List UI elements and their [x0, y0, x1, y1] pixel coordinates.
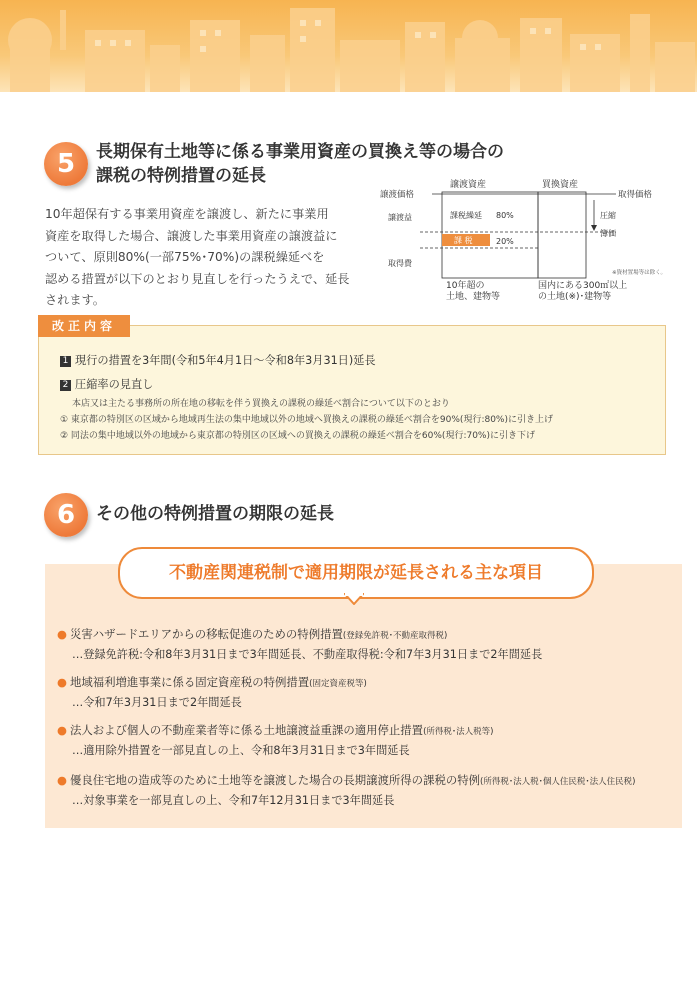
- description-line: 資産を取得した場合、譲渡した事業用資産の譲渡益に: [45, 228, 338, 243]
- extension-item-head: 優良住宅地の造成等のために土地等を譲渡した場合の長期譲渡所得の課税の特例: [69, 773, 481, 787]
- extension-item: ● 地域福利増進事業に係る固定資産税の特例措置(固定資産税等): [57, 675, 367, 689]
- extension-item-tag: (登録免許税･不動産取得税): [342, 631, 448, 641]
- section-5-badge: 5: [44, 142, 88, 186]
- description-line: されます。: [45, 293, 105, 307]
- extension-items-heading-text: 不動産関連税制で適用期限が延長される主な項目: [169, 563, 543, 583]
- speech-pointer-icon: [344, 593, 364, 605]
- revision-item-2: [60, 376, 153, 392]
- acquire-price-label: 取得価格: [618, 190, 653, 200]
- revision-item-1-text: 現行の措置を3年間(令和5年4月1日～令和8年3月31日)延長: [75, 354, 376, 367]
- section-6-title: その他の特例措置の期限の延長: [96, 504, 334, 524]
- extension-item-head: 法人および個人の不動産業者等に係る土地譲渡益重課の適用停止措置: [69, 723, 424, 737]
- extension-item-head: 災害ハザードエリアからの移転促進のための特例措置: [69, 627, 343, 641]
- transfer-price-label: 譲渡価格: [380, 190, 415, 200]
- taxed-label: 課 税: [454, 236, 473, 245]
- gain-label: 譲渡益: [388, 213, 412, 222]
- header-banner: [0, 0, 697, 92]
- deferral-label: 課税繰延: [450, 211, 482, 220]
- revision-item-2-lead: 本店又は主たる事務所の所在地の移転を伴う買換えの課税の繰延べ割合について以下のとおり: [72, 399, 450, 409]
- extension-item-detail: …適用除外措置を一部見直しの上、令和8年3月31日まで3年間延長: [72, 744, 410, 757]
- revision-item-2-a: ① 東京都の特別区の区域から地域再生法の集中地域以外の地域へ買換えの課税の繰延べ割合を90%(現行:80%)に引き上げ: [60, 415, 553, 425]
- foot-left-2: 土地、建物等: [446, 292, 501, 302]
- description-line: 認める措置が以下のとおり見直しを行ったうえで、延長: [45, 271, 350, 286]
- revision-item-2-b: ② 同法の集中地域以外の地域から東京都の特別区の区域への買換えの課税の繰延べ割合を60%(現行:70%)に引き下げ: [60, 431, 535, 441]
- replace-asset-box: [538, 192, 586, 278]
- diagram-note: ※資材置場等は除く。: [612, 270, 666, 276]
- book-value-label: 簿価: [600, 229, 616, 238]
- extension-item: ● 優良住宅地の造成等のために土地等を譲渡した場合の長期譲渡所得の課税の特例(所得税･法人税･個人住民税･法人住民税): [57, 773, 636, 787]
- extension-item-detail: …対象事業を一部見直しの上、令和7年12月31日まで3年間延長: [72, 794, 395, 807]
- cost-label: 取得費: [388, 259, 412, 268]
- pct-20-label: 20%: [496, 237, 514, 246]
- pct-80-label: 80%: [496, 211, 514, 220]
- extension-item-head: 地域福利増進事業に係る固定資産税の特例措置: [69, 675, 310, 689]
- extension-items-heading: [118, 547, 594, 599]
- replacement-diagram: [380, 178, 680, 303]
- extension-item: ● 災害ハザードエリアからの移転促進のための特例措置(登録免許税･不動産取得税): [57, 627, 448, 641]
- foot-left-1: 10年超の: [446, 281, 485, 291]
- section-5-title-line1: 長期保有土地等に係る事業用資産の買換え等の場合の: [96, 142, 504, 162]
- extension-item-tag: (固定資産税等): [309, 679, 367, 689]
- revision-item-1: [60, 352, 376, 368]
- col-transfer-label: 譲渡資産: [450, 180, 487, 190]
- section-5-title-line2: 課税の特例措置の延長: [96, 166, 266, 186]
- foot-right-2: の土地(※)･建物等: [538, 292, 612, 302]
- compress-label: 圧縮: [600, 211, 616, 220]
- extension-item-detail: …登録免許税:令和8年3月31日まで3年間延長、不動産取得税:令和7年3月31日まで2年間延長: [72, 648, 543, 661]
- extension-item-tag: (所得税･法人税等): [423, 727, 494, 737]
- section-5-description: [45, 204, 355, 312]
- city-skyline-illustration: [0, 0, 697, 92]
- col-replace-label: 買換資産: [542, 180, 579, 190]
- foot-right-1: 国内にある300㎡以上: [538, 281, 628, 291]
- revision-content-tab: 改正内容: [38, 315, 130, 337]
- revision-item-2-text: 圧縮率の見直し: [75, 378, 154, 391]
- section-6-badge: 6: [44, 493, 88, 537]
- extension-item: ● 法人および個人の不動産業者等に係る土地譲渡益重課の適用停止措置(所得税･法人税等): [57, 723, 494, 737]
- description-line: 10年超保有する事業用資産を譲渡し、新たに事業用: [45, 207, 329, 221]
- item-number-box: 1: [60, 356, 71, 367]
- description-line: ついて、原則80%(一部75%･70%)の課税繰延べを: [45, 250, 325, 264]
- item-number-box: 2: [60, 380, 71, 391]
- extension-item-detail: …令和7年3月31日まで2年間延長: [72, 696, 242, 709]
- extension-item-tag: (所得税･法人税･個人住民税･法人住民税): [480, 777, 636, 787]
